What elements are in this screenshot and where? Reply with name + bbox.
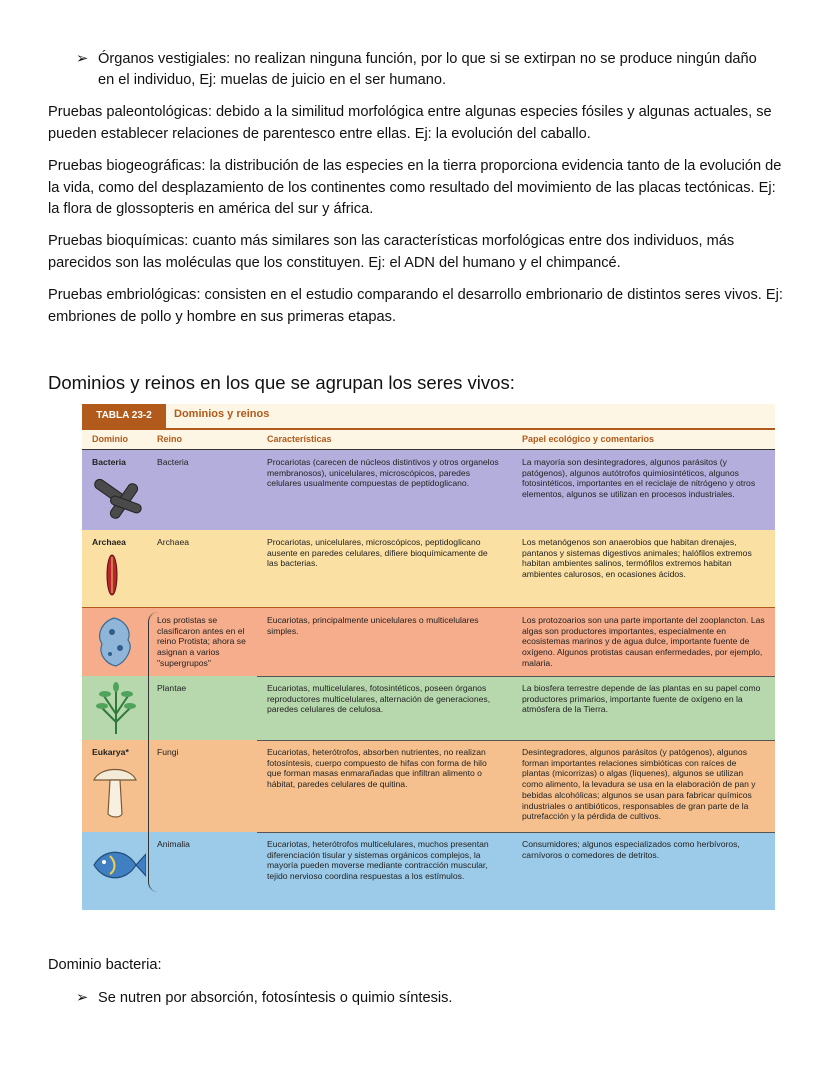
cell-caracteristicas: Procariotas (carecen de núcleos distintivos y otros organelos membranosos), unicelulares, microscópicos, paredes celulares usualmente compuestas de peptidoglicano. (267, 457, 499, 489)
cell-dominio: Archaea (92, 537, 126, 547)
domains-table (82, 404, 775, 910)
cell-reino: Fungi (157, 747, 179, 757)
cell-caracteristicas: Procariotas, unicelulares, microscópicos, peptidoglicano ausente en paredes celulares, difiere bioquímicamente de las bacterias. (267, 537, 488, 569)
cell-papel: La mayoría son desintegradores, algunos parásitos (y patógenos), algunos autótrofos quimiosintéticos, algunos fotosintéticos, importantes en el reciclaje de nitrógeno y otros elementos, algunos se utilizan en procesos industriales. (522, 457, 756, 500)
row-separator (257, 676, 775, 677)
arrow-bullet-icon: ➢ (76, 990, 89, 1006)
cell-dominio: Eukarya* (92, 747, 129, 757)
paragraph-paleontologicas: Pruebas paleontológicas: debido a la similitud morfológica entre algunas especies fósiles y algunas actuales, se pueden establecer relaciones de parentesco entre ellas. Ej: la evolución del caballo. (48, 104, 772, 142)
table-row-animalia (82, 832, 775, 910)
header-rule (82, 428, 775, 430)
cell-reino: Plantae (157, 683, 187, 693)
column-header-dominio: Dominio (92, 434, 128, 444)
protist-icon (94, 614, 136, 670)
cell-reino: Animalia (157, 839, 190, 849)
table-row-bacteria (82, 450, 775, 530)
mushroom-icon (90, 764, 140, 822)
table-row-plantae (82, 676, 775, 740)
table-row-archaea (82, 530, 775, 607)
table-row-fungi (82, 740, 775, 832)
row-separator (257, 832, 775, 833)
bacteria-icon (88, 476, 148, 526)
cell-dominio: Bacteria (92, 457, 126, 467)
cell-papel: Los protozoarios son una parte importante del zooplancton. Las algas son productores importantes, especialmente en ecosistemas marinos y de agua dulce, importante fuente de oxígeno. Algunos protistas causan enfermedades, por ejemplo, malaria. (522, 615, 765, 668)
cell-papel: Desintegradores, algunos parásitos (y patógenos), algunos forman importantes relaciones simbióticas con raíces de plantas (micorrizas) o algas (líquenes), algunos se utilizan como alimento, la levadura se usa en la elaboración de pan y bebidas alcohólicas; algunos se usan para fabricar químicos industriales o antibióticos, responsables de gran parte de la putrefacción y la pérdida de cultivos. (522, 747, 756, 822)
column-header-caracteristicas: Características (267, 434, 332, 444)
cell-caracteristicas: Eucariotas, principalmente unicelulares o multicelulares simples. (267, 615, 479, 636)
column-header-papel: Papel ecológico y comentarios (522, 434, 655, 444)
cell-papel: Los metanógenos son anaerobios que habitan drenajes, pantanos y sistemas digestivos animales; halófilos extremos habitan ambientes salinos, termófilos extremos habitan ambientes calurosos, en ocasiones ácidos. (522, 537, 752, 580)
eukarya-brace (148, 612, 159, 892)
cell-papel: La biosfera terrestre depende de las plantas en su papel como productores primarios, importante fuente de oxígeno en la atmósfera de la Tierra. (522, 683, 761, 715)
cell-reino: Archaea (157, 537, 190, 547)
fish-icon (86, 842, 146, 888)
cell-reino: Bacteria (157, 457, 189, 467)
cell-caracteristicas: Eucariotas, heterótrofos multicelulares, muchos presentan diferenciación tisular y sistemas orgánicos complejos, la mayoría pueden moverse mediante contracción muscular, tejido nervioso coordina respuestas a los estímulos. (267, 839, 489, 882)
cell-reino: Los protistas se clasificaron antes en el reino Protista; ahora se asignan a varios "supergrupos" (157, 615, 246, 668)
dominio-bacteria-title: Dominio bacteria: (48, 957, 162, 973)
bullet-organos-vestigiales (76, 49, 776, 91)
cell-caracteristicas: Eucariotas, heterótrofos, absorben nutrientes, no realizan fotosíntesis, cuerpo compuesto de hifas con forma de hilo que forman masas enmarañadas que infiltran alimento o hábitat, paredes celulares de quitina. (267, 747, 487, 790)
paragraph-biogeograficas: Pruebas biogeográficas: la distribución de las especies en la tierra proporciona evidencia tanto de la evolución de la vida, como del desplazamiento de los continentes como resultado del movimiento de las placas tectónicas. Ej: la flora de glossopteris en américa del sur y áfrica. (48, 158, 782, 217)
arrow-bullet-icon: ➢ (76, 51, 89, 67)
paragraph-embriologicas: Pruebas embriológicas: consisten en el estudio comparando el desarrollo embrionario de distintos seres vivos. Ej: embriones de pollo y hombre en sus primeras etapas. (48, 287, 783, 325)
table-row-protistas (82, 608, 775, 676)
bullet-text: Se nutren por absorción, fotosíntesis o quimio síntesis. (98, 990, 453, 1006)
archaea-icon (102, 552, 122, 598)
cell-papel: Consumidores; algunos especializados como herbívoros, carnívoros o comedores de detritos. (522, 839, 740, 860)
section-heading: Dominios y reinos en los que se agrupan los seres vivos: (48, 372, 515, 393)
plant-icon (94, 682, 138, 736)
cell-caracteristicas: Eucariotas, multicelulares, fotosintéticos, poseen órganos reproductores multicelulares, alternación de generaciones, paredes celulares de celulosa. (267, 683, 491, 715)
table-header (82, 404, 775, 450)
bullet-text: Órganos vestigiales: no realizan ninguna función, por lo que si se extirpan no se produce ningún daño en el individuo, Ej: muelas de juicio en el ser humano. (98, 51, 757, 88)
table-title: Dominios y reinos (174, 408, 270, 420)
table-label: TABLA 23-2 (82, 404, 166, 428)
bullet-nutricion (76, 988, 776, 1009)
column-header-reino: Reino (157, 434, 183, 444)
paragraph-bioquimicas: Pruebas bioquímicas: cuanto más similares son las características morfológicas entre dos individuos, más parecidos son las moléculas que los constituyen. Ej: el ADN del humano y el chimpancé. (48, 233, 735, 271)
row-separator (257, 740, 775, 741)
